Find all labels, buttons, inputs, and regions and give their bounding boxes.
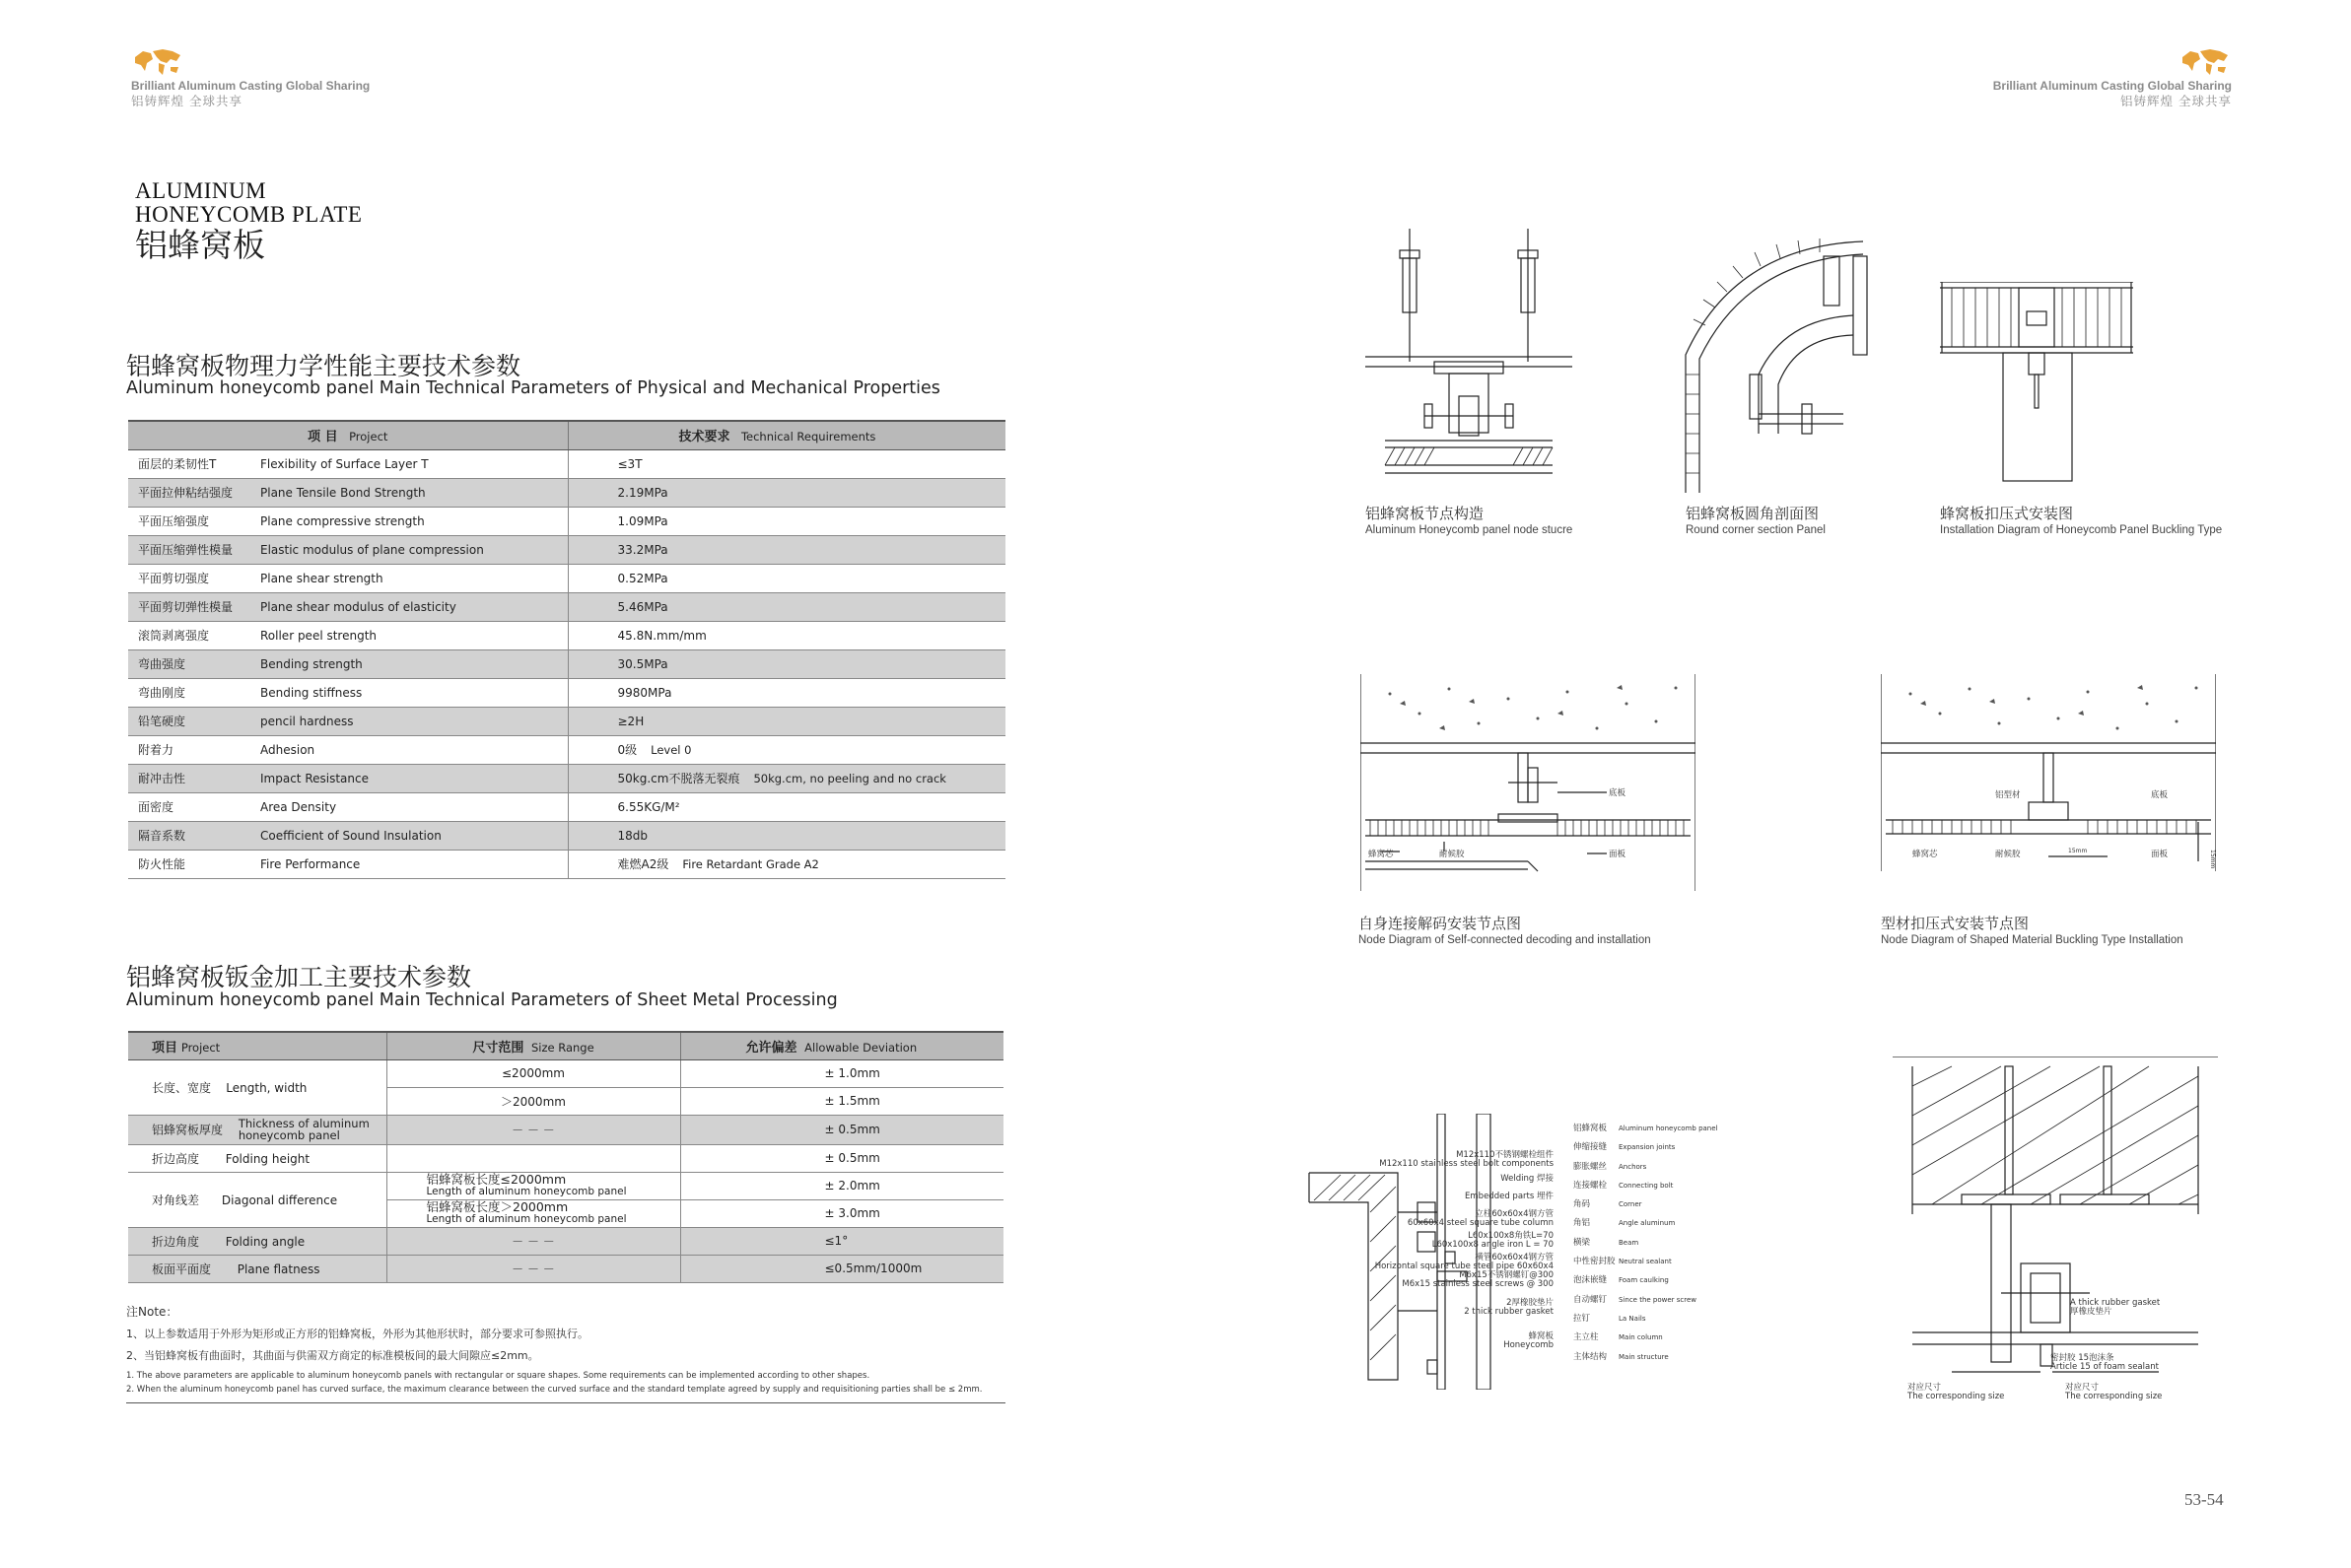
row-en: Elastic modulus of plane compression <box>258 535 568 564</box>
row-value: 18db <box>617 828 649 843</box>
r2-d: ± 0.5mm <box>680 1115 1003 1144</box>
r3-cn: 折边高度 <box>152 1151 200 1166</box>
row-en: Area Density <box>258 792 568 821</box>
d7-label-en: M12x110 stainless steel bolt components <box>1379 1159 1554 1169</box>
row-cn: 平面剪切强度 <box>128 564 258 592</box>
d6-label <box>1573 1216 1718 1235</box>
row-value: 33.2MPa <box>617 542 668 557</box>
table-row <box>128 850 1005 878</box>
d6-label-cn: 中性密封胶 <box>1573 1257 1616 1267</box>
d4-caption-cn: 自身连接解码安装节点图 <box>1358 915 1522 932</box>
page-title-cn: 铝蜂窝板 <box>135 226 265 264</box>
row-cn: 防火性能 <box>128 850 258 878</box>
r3-en: Folding height <box>225 1151 311 1166</box>
d6-label <box>1573 1350 1718 1369</box>
table-row <box>128 764 1005 792</box>
header-project-cn: 项 目 <box>308 430 338 445</box>
d4-label-sealant: 耐候胶 <box>1439 850 1465 859</box>
d5-label-panel: 面板 <box>2151 850 2169 859</box>
d6-label <box>1573 1273 1718 1292</box>
row-cn: 滚筒剥离强度 <box>128 621 258 649</box>
row-en: pencil hardness <box>258 707 568 735</box>
d6-label-en: Main column <box>1619 1333 1663 1342</box>
d6-label-cn: 伸缩接缝 <box>1573 1142 1608 1153</box>
row-en: Coefficient of Sound Insulation <box>258 821 568 850</box>
row-en: Impact Resistance <box>258 764 568 792</box>
table-row <box>128 678 1005 707</box>
d6-label <box>1573 1160 1718 1179</box>
row-cn: 平面拉伸粘结强度 <box>128 478 258 507</box>
h2-size-cn: 尺寸范围 <box>472 1040 524 1056</box>
notes-cn1: 1、以上参数适用于外形为矩形或正方形的铝蜂窝板，外形为其他形状时，部分要求可参照执行。 <box>126 1328 588 1340</box>
table-row <box>128 449 1005 478</box>
d5-label-dim2: 15mm <box>2209 850 2216 869</box>
row-en: Bending strength <box>258 649 568 678</box>
d7-label-en: 60x60x4 steel square tube column <box>1407 1218 1554 1228</box>
notes-label: 注Note： <box>126 1305 178 1319</box>
table-header-row <box>128 421 1005 449</box>
r5-s: － － － <box>386 1227 680 1255</box>
world-map-icon <box>131 47 182 81</box>
d4-label-core: 蜂窝芯 <box>1368 850 1394 859</box>
d7-label-cn: 蜂窝板 <box>1528 1331 1554 1341</box>
r1-d1: ± 1.0mm <box>680 1059 1003 1087</box>
h2-project-en: Project <box>180 1040 221 1055</box>
d6-label <box>1573 1122 1718 1140</box>
d6-label <box>1573 1236 1718 1255</box>
d6-label-cn: 泡沫嵌缝 <box>1573 1275 1608 1286</box>
row-en: Fire Performance <box>258 850 568 878</box>
table-row <box>128 564 1005 592</box>
row-en: Plane shear modulus of elasticity <box>258 592 568 621</box>
row-cn: 附着力 <box>128 735 258 764</box>
row-value: ≤3T <box>617 456 643 471</box>
r1-s2: ＞2000mm <box>386 1087 680 1115</box>
d7-label-cn: M12x110不锈钢螺栓组件 <box>1456 1150 1554 1160</box>
row-en: Plane Tensile Bond Strength <box>258 478 568 507</box>
d7-label <box>1408 1210 1554 1228</box>
row-value: 50kg.cm不脱落无裂痕 <box>617 772 740 785</box>
row-cn: 弯曲刚度 <box>128 678 258 707</box>
h2-dev-cn: 允许偏差 <box>745 1040 797 1056</box>
d6-label <box>1573 1312 1718 1330</box>
d1-caption-cn: 铝蜂窝板节点构造 <box>1365 505 1485 522</box>
row-cn: 耐冲击性 <box>128 764 258 792</box>
diagram-buckling-install <box>1940 282 2133 493</box>
d7-label-cn: A thick rubber gasket <box>2070 1298 2161 1308</box>
r4-s1b: Length of aluminum honeycomb panel <box>426 1186 627 1197</box>
d6-label-en: La Nails <box>1619 1314 1646 1323</box>
d5-caption-en: Node Diagram of Shaped Material Buckling Type Installation <box>1881 934 2183 946</box>
d6-label <box>1573 1293 1718 1312</box>
d7-label-cn: 2厚橡胶垫片 <box>1506 1298 1554 1308</box>
d7-label <box>1379 1151 1554 1169</box>
table-row <box>128 535 1005 564</box>
row-value: 2.19MPa <box>617 485 668 500</box>
diagram-column-section <box>1893 1057 2218 1392</box>
r5-en: Folding angle <box>225 1234 306 1249</box>
header-req-cn: 技术要求 <box>678 430 730 445</box>
d7-label-cn: 对应尺寸 <box>2065 1383 2100 1393</box>
d7-label-en: The corresponding size <box>2065 1392 2163 1401</box>
h2-size-en: Size Range <box>530 1040 594 1055</box>
d4-label-base: 底板 <box>1609 788 1626 798</box>
d5-label-sealant: 耐候胶 <box>1995 850 2021 859</box>
r2-cn: 铝蜂窝板厚度 <box>152 1123 224 1137</box>
d7-label <box>1375 1254 1554 1271</box>
row-en: Roller peel strength <box>258 621 568 649</box>
page-number: 53-54 <box>2184 1490 2224 1509</box>
r6-d: ≤0.5mm/1000m <box>680 1255 1003 1282</box>
row-value-en: Level 0 <box>651 743 692 757</box>
row-cn: 弯曲强度 <box>128 649 258 678</box>
properties-table <box>128 420 1005 879</box>
r3-s <box>386 1144 680 1172</box>
header-req-en: Technical Requirements <box>740 430 876 444</box>
table-row <box>128 1144 1003 1172</box>
table-row <box>128 735 1005 764</box>
table-row <box>128 621 1005 649</box>
section1-title-cn: 铝蜂窝板物理力学性能主要技术参数 <box>126 352 521 380</box>
d7-label-en: The corresponding size <box>1907 1392 2005 1401</box>
d6-label-cn: 拉钉 <box>1573 1313 1591 1324</box>
d5-label-core: 蜂窝芯 <box>1912 850 1938 859</box>
d4-label-panel: 面板 <box>1609 850 1626 859</box>
row-value: 0.52MPa <box>617 571 668 585</box>
row-value: 6.55KG/M² <box>617 799 680 814</box>
d7-label <box>1464 1299 1554 1317</box>
d6-label <box>1573 1179 1718 1197</box>
section2-title-cn: 铝蜂窝板钣金加工主要技术参数 <box>126 963 472 991</box>
table-row <box>128 1227 1003 1255</box>
r6-cn: 板面平面度 <box>152 1261 212 1276</box>
table-row <box>128 1172 1003 1199</box>
r1-d2: ± 1.5mm <box>680 1087 1003 1115</box>
r4-s2a: 铝蜂窝板长度＞2000mm <box>426 1199 569 1214</box>
table-row <box>128 821 1005 850</box>
table-row <box>128 507 1005 535</box>
r2-s: － － － <box>386 1115 680 1144</box>
section1-title-en: Aluminum honeycomb panel Main Technical Parameters of Physical and Mechanical Properties <box>126 378 940 398</box>
r4-cn: 对角线差 <box>152 1193 200 1207</box>
d7-label-en: Honeycomb <box>1503 1340 1554 1350</box>
d6-label-cn: 铝蜂窝板 <box>1573 1124 1608 1133</box>
row-cn: 平面剪切弹性模量 <box>128 592 258 621</box>
d2-caption-cn: 铝蜂窝板圆角剖面图 <box>1686 505 1820 522</box>
row-en: Flexibility of Surface Layer T <box>258 449 568 478</box>
d6-label-cn: 横梁 <box>1573 1237 1591 1248</box>
table-row <box>128 478 1005 507</box>
d6-label-en: Foam caulking <box>1619 1276 1669 1285</box>
r4-s2b: Length of aluminum honeycomb panel <box>426 1213 627 1225</box>
page-title-line2: HONEYCOMB PLATE <box>135 202 363 227</box>
d6-label-en: Aluminum honeycomb panel <box>1619 1125 1718 1132</box>
table-row <box>128 1255 1003 1282</box>
d7-label-cn: 密封胶 15泡沫条 <box>2050 1353 2114 1363</box>
row-value: 9980MPa <box>617 685 672 700</box>
diagram-self-connected <box>1360 674 1695 891</box>
d6-label <box>1573 1140 1718 1159</box>
d6-label-en: Neutral sealant <box>1619 1258 1672 1266</box>
r2-en1: Thickness of aluminum <box>238 1117 370 1130</box>
d3-caption-cn: 蜂窝板扣压式安装图 <box>1940 505 2074 522</box>
logo-tagline-en-right: Brilliant Aluminum Casting Global Sharing <box>1992 79 2232 93</box>
d6-label <box>1573 1330 1718 1349</box>
d2-caption-en: Round corner section Panel <box>1686 524 1826 536</box>
row-en: Bending stiffness <box>258 678 568 707</box>
d6-label-cn: 膨胀螺丝 <box>1573 1161 1608 1172</box>
row-value: 难燃A2级 <box>617 857 669 871</box>
table-row <box>128 592 1005 621</box>
d7-label <box>2050 1354 2159 1372</box>
d6-label-en: Angle aluminum <box>1619 1219 1676 1228</box>
row-value: 45.8N.mm/mm <box>617 628 707 643</box>
r6-en: Plane flatness <box>237 1261 320 1276</box>
d7-label <box>1500 1175 1554 1184</box>
d5-label-base: 底板 <box>2151 790 2169 800</box>
d6-label-cn: 主立柱 <box>1573 1332 1599 1343</box>
d7-label <box>1907 1384 2004 1401</box>
world-map-icon <box>2178 47 2230 81</box>
d6-label <box>1573 1197 1718 1216</box>
d7-label-en: Article 15 of foam sealant <box>2050 1362 2159 1372</box>
d6-label-en: Main structure <box>1619 1352 1669 1361</box>
d7-label <box>1503 1332 1554 1350</box>
row-en: Plane compressive strength <box>258 507 568 535</box>
row-cn: 铅笔硬度 <box>128 707 258 735</box>
table-row <box>128 649 1005 678</box>
h2-project-cn: 项目 <box>152 1040 178 1056</box>
r4-d2: ± 3.0mm <box>680 1199 1003 1227</box>
header-project-en: Project <box>349 430 388 444</box>
d6-label-cn: 自动螺钉 <box>1573 1294 1608 1305</box>
r6-s: － － － <box>386 1255 680 1282</box>
d6-label-cn: 角铝 <box>1573 1218 1591 1229</box>
d7-label-en: 2 thick rubber gasket <box>1464 1307 1554 1317</box>
d6-label-en: Connecting bolt <box>1619 1181 1674 1190</box>
d7-label-cn: L60x100x8角铁L=70 <box>1468 1231 1554 1241</box>
row-cn: 平面压缩强度 <box>128 507 258 535</box>
d6-label <box>1573 1255 1718 1273</box>
h2-dev-en: Allowable Deviation <box>804 1040 918 1055</box>
d7-label-cn: 立柱60x60x4钢方管 <box>1475 1209 1554 1219</box>
d7-label-en: Horizontal square tube steel pipe 60x60x4 <box>1374 1261 1554 1271</box>
d4-caption-en: Node Diagram of Self-connected decoding and installation <box>1358 934 1651 946</box>
table-row <box>128 792 1005 821</box>
d6-label-en: Beam <box>1619 1238 1639 1247</box>
row-cn: 面密度 <box>128 792 258 821</box>
d5-caption-cn: 型材扣压式安装节点图 <box>1881 915 2030 932</box>
d7-label <box>2065 1384 2162 1401</box>
row-value: 1.09MPa <box>617 513 668 528</box>
d7-label-en: M6x15 stainless steel screws @ 300 <box>1402 1279 1554 1289</box>
table-header-row <box>128 1032 1003 1059</box>
d6-label-en: Corner <box>1619 1200 1642 1209</box>
r1-en: Length, width <box>226 1080 308 1095</box>
d6-label-en: Expansion joints <box>1619 1143 1676 1152</box>
table-row <box>128 707 1005 735</box>
table-row <box>128 1059 1003 1087</box>
d1-caption-en: Aluminum Honeycomb panel node stucre <box>1365 524 1573 536</box>
row-cn: 面层的柔韧性T <box>128 449 258 478</box>
notes-en1: 1. The above parameters are applicable to aluminum honeycomb panels with rectangular or square shapes. Some requirements can be implemented according to other shapes. <box>126 1371 870 1381</box>
r5-cn: 折边角度 <box>152 1234 200 1249</box>
d7-label <box>1402 1271 1554 1289</box>
section2-title-en: Aluminum honeycomb panel Main Technical Parameters of Sheet Metal Processing <box>126 990 838 1010</box>
r5-d: ≤1° <box>680 1227 1003 1255</box>
row-value: 5.46MPa <box>617 599 668 614</box>
logo-tagline-cn-right: 铝铸辉煌 全球共享 <box>2120 94 2232 108</box>
row-en: Adhesion <box>258 735 568 764</box>
d7-label-en: L60x100x8 angle iron L = 70 <box>1431 1240 1554 1250</box>
row-en: Plane shear strength <box>258 564 568 592</box>
processing-table <box>128 1031 1003 1283</box>
table-row <box>128 1115 1003 1144</box>
d7-label-cn: Embedded parts 埋件 <box>1465 1192 1554 1201</box>
d5-label-profile: 铝型材 <box>1995 790 2021 800</box>
row-value: ≥2H <box>617 714 645 728</box>
row-value: 30.5MPa <box>617 656 668 671</box>
d7-label <box>1465 1193 1554 1201</box>
d7-label-cn: 对应尺寸 <box>1907 1383 1942 1393</box>
row-value: 0级 <box>617 743 638 757</box>
diagram-round-corner <box>1676 237 1873 493</box>
d7-label-cn: Welding 焊接 <box>1500 1174 1554 1184</box>
r4-en: Diagonal difference <box>221 1193 338 1207</box>
d6-label-cn: 角码 <box>1573 1199 1591 1210</box>
d7-label-cn: M6x15不锈钢螺钉@300 <box>1459 1270 1554 1280</box>
notes-cn2: 2、当铝蜂窝板有曲面时，其曲面与供需双方商定的标准模板间的最大间隙应≤2mm。 <box>126 1349 539 1362</box>
d5-label-dim: 15mm <box>2068 848 2088 854</box>
row-cn: 隔音系数 <box>128 821 258 850</box>
row-cn: 平面压缩弹性模量 <box>128 535 258 564</box>
d7-label-cn: 横管60x60x4钢方管 <box>1475 1253 1554 1262</box>
d6-label-en: Since the power screw <box>1619 1295 1697 1304</box>
d3-caption-en: Installation Diagram of Honeycomb Panel Buckling Type <box>1940 524 2223 536</box>
diagram-node-structure <box>1365 229 1572 487</box>
logo-tagline-en: Brilliant Aluminum Casting Global Sharing <box>131 79 371 93</box>
d6-label-cn: 连接螺栓 <box>1573 1180 1608 1191</box>
page-title-line1: ALUMINUM <box>135 178 267 203</box>
notes-en2: 2. When the aluminum honeycomb panel has curved surface, the maximum clearance between the curved surface and the standard template agreed by supply and requisitioning parties shall be ≤ 2mm. <box>126 1385 1005 1403</box>
r1-cn: 长度、宽度 <box>152 1080 212 1095</box>
logo-tagline-cn: 铝铸辉煌 全球共享 <box>131 94 242 108</box>
d7-label-en: 厚橡皮垫片 <box>2070 1307 2112 1317</box>
r1-s1: ≤2000mm <box>386 1059 680 1087</box>
d6-label-cn: 主体结构 <box>1573 1351 1608 1362</box>
r3-d: ± 0.5mm <box>680 1144 1003 1172</box>
r4-s1a: 铝蜂窝板长度≤2000mm <box>426 1172 567 1187</box>
d6-label-en: Anchors <box>1619 1162 1647 1171</box>
d7-label <box>2070 1299 2160 1317</box>
r2-en2: honeycomb panel <box>238 1128 340 1142</box>
row-value-en: Fire Retardant Grade A2 <box>682 857 819 871</box>
r4-d1: ± 2.0mm <box>680 1172 1003 1199</box>
d7-label <box>1432 1232 1554 1250</box>
row-value-en: 50kg.cm, no peeling and no crack <box>753 772 946 785</box>
